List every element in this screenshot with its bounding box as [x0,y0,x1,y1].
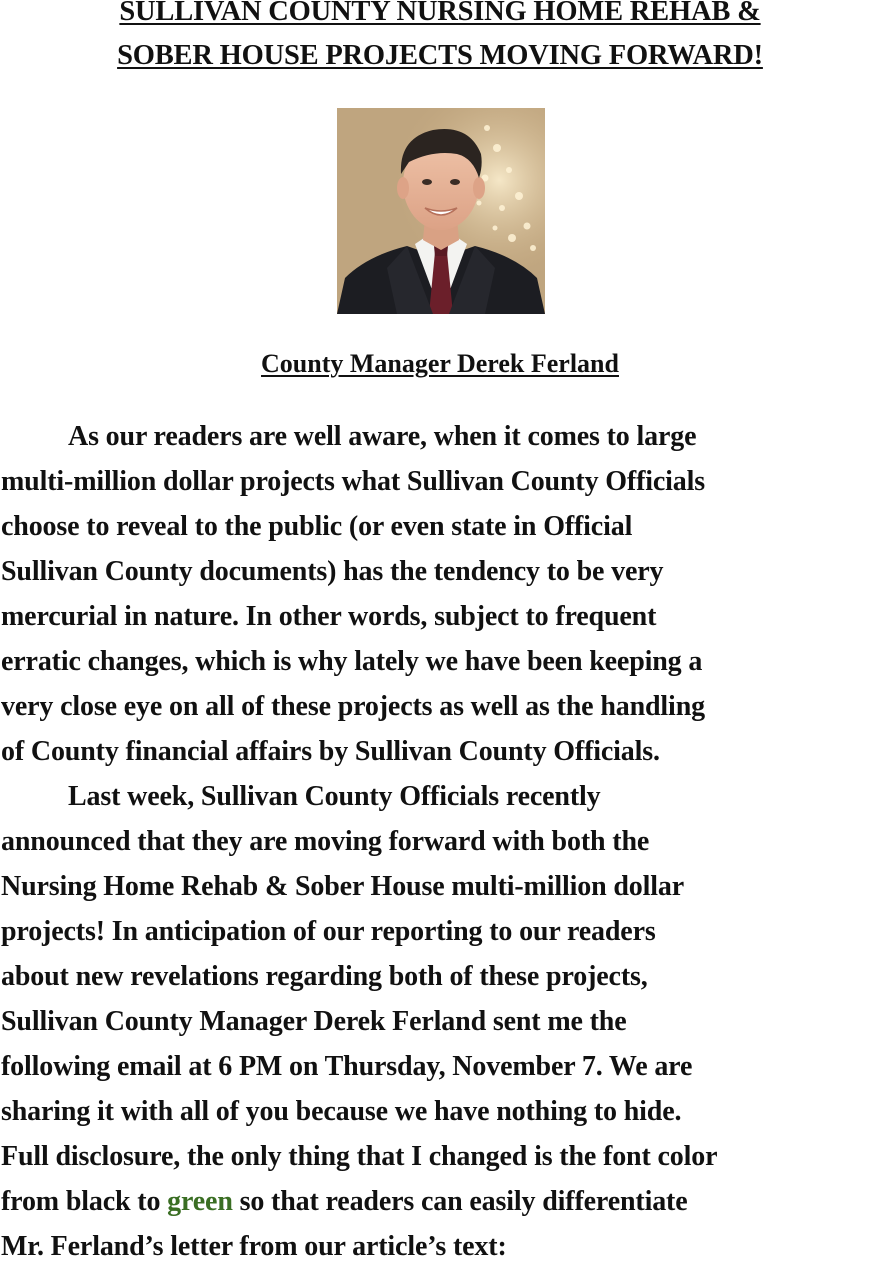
paragraph-2-line: announced that they are moving forward with both the [1,826,650,857]
headline-line-1 [0,0,880,34]
paragraph-2-line: projects! In anticipation of our reporting to our readers [1,916,656,947]
paragraph-1-line: of County financial affairs by Sullivan County Officials. [1,736,660,767]
paragraph-2-line: Full disclosure, the only thing that I changed is the font color [1,1141,718,1172]
paragraph-2-line: Last week, Sullivan County Officials recently [68,781,601,812]
green-word: green [167,1186,233,1217]
paragraph-2-line: about new revelations regarding both of these projects, [1,961,648,992]
paragraph-1-line: choose to reveal to the public (or even state in Official [1,511,633,542]
paragraph-1-line: very close eye on all of these projects as well as the handling [1,691,705,722]
line-before-green: from black to [1,1186,168,1217]
headline-line-2 [0,34,880,78]
paragraph-2-line: Mr. Ferland’s letter from our article’s text: [1,1231,507,1262]
paragraph-2-line: Nursing Home Rehab & Sober House multi-million dollar [1,871,685,902]
paragraph-1-line: mercurial in nature. In other words, subject to frequent [1,601,657,632]
article-body [1,414,880,1269]
headline-text-2: SOBER HOUSE PROJECTS MOVING FORWARD! [117,40,763,71]
paragraph-1-line: multi-million dollar projects what Sullivan County Officials [1,466,706,497]
paragraph-2-line: following email at 6 PM on Thursday, November 7. We are [1,1051,693,1082]
photo-caption [0,344,880,384]
paragraph-1-line: Sullivan County documents) has the tendency to be very [1,556,664,587]
line-after-green: so that readers can easily differentiate [232,1186,688,1217]
portrait-illustration [337,108,545,314]
paragraph-2-line: sharing it with all of you because we have nothing to hide. [1,1096,682,1127]
headline-text-1: SULLIVAN COUNTY NURSING HOME REHAB & [119,0,761,27]
caption-text: County Manager Derek Ferland [261,349,619,378]
portrait-photo [337,108,545,314]
paragraph-2-line-green [1,1179,880,1224]
paragraph-1-line: As our readers are well aware, when it comes to large [68,421,697,452]
paragraph-1-line: erratic changes, which is why lately we have been keeping a [1,646,703,677]
paragraph-2-line: Sullivan County Manager Derek Ferland sent me the [1,1006,627,1037]
